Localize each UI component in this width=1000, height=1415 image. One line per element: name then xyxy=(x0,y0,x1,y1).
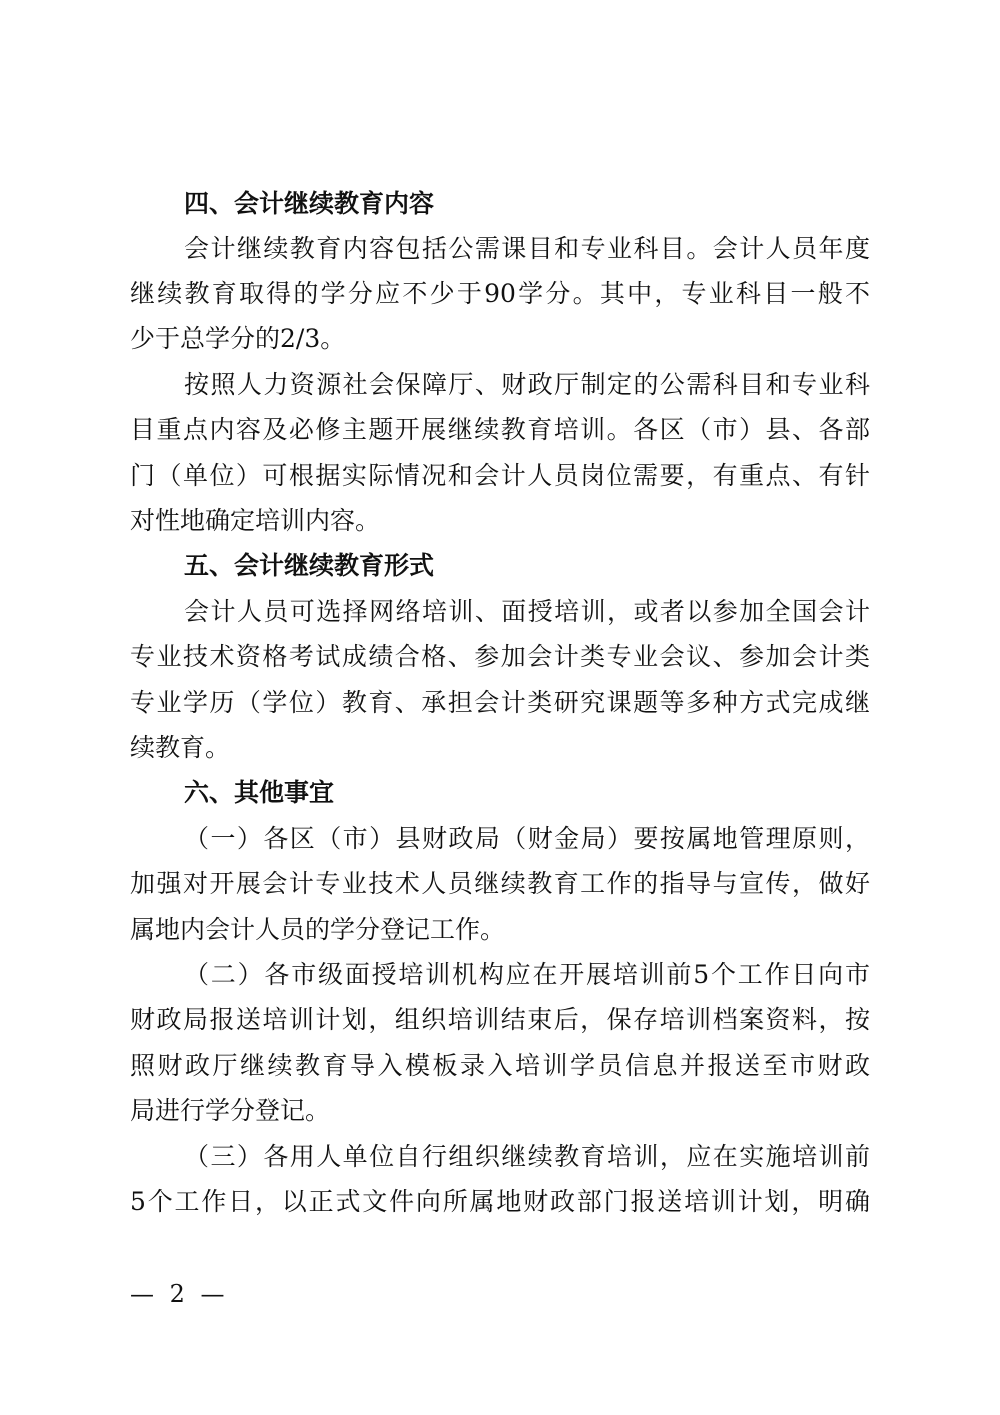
paragraph-line: 会计人员可选择网络培训、面授培训，或者以参加全国会计 xyxy=(184,597,870,626)
paragraph-line: 5个工作日，以正式文件向所属地财政部门报送培训计划，明确 xyxy=(130,1187,870,1216)
page-number: — 2 — xyxy=(130,1280,229,1308)
paragraph-line: 属地内会计人员的学分登记工作。 xyxy=(130,915,506,944)
paragraph-line: 加强对开展会计专业技术人员继续教育工作的指导与宣传，做好 xyxy=(130,869,870,898)
section-heading-5: 五、会计继续教育形式 xyxy=(184,551,435,580)
paragraph-line: 财政局报送培训计划，组织培训结束后，保存培训档案资料，按 xyxy=(130,1005,870,1034)
paragraph-line: 按照人力资源社会保障厅、财政厅制定的公需科目和专业科 xyxy=(184,370,870,399)
paragraph-line: （二）各市级面授培训机构应在开展培训前5个工作日向市 xyxy=(184,960,870,989)
paragraph-line: 专业技术资格考试成绩合格、参加会计类专业会议、参加会计类 xyxy=(130,642,870,671)
paragraph-line: 续教育。 xyxy=(130,733,231,762)
paragraph-line: （一）各区（市）县财政局（财金局）要按属地管理原则， xyxy=(184,824,870,853)
paragraph-line: 门（单位）可根据实际情况和会计人员岗位需要，有重点、有针 xyxy=(130,461,870,490)
paragraph-line: 目重点内容及必修主题开展继续教育培训。各区（市）县、各部 xyxy=(130,415,870,444)
paragraph-line: 会计继续教育内容包括公需课目和专业科目。会计人员年度 xyxy=(184,234,870,263)
paragraph-line: （三）各用人单位自行组织继续教育培训，应在实施培训前 xyxy=(184,1142,870,1171)
paragraph-line: 局进行学分登记。 xyxy=(130,1096,331,1125)
paragraph-line: 对性地确定培训内容。 xyxy=(130,506,381,535)
section-heading-4: 四、会计继续教育内容 xyxy=(184,189,435,218)
paragraph-line: 专业学历（学位）教育、承担会计类研究课题等多种方式完成继 xyxy=(130,688,870,717)
section-heading-6: 六、其他事宜 xyxy=(184,778,335,807)
paragraph-line: 少于总学分的2/3。 xyxy=(130,324,346,353)
paragraph-line: 继续教育取得的学分应不少于90学分。其中，专业科目一般不 xyxy=(130,279,870,308)
paragraph-line: 照财政厅继续教育导入模板录入培训学员信息并报送至市财政 xyxy=(130,1051,870,1080)
